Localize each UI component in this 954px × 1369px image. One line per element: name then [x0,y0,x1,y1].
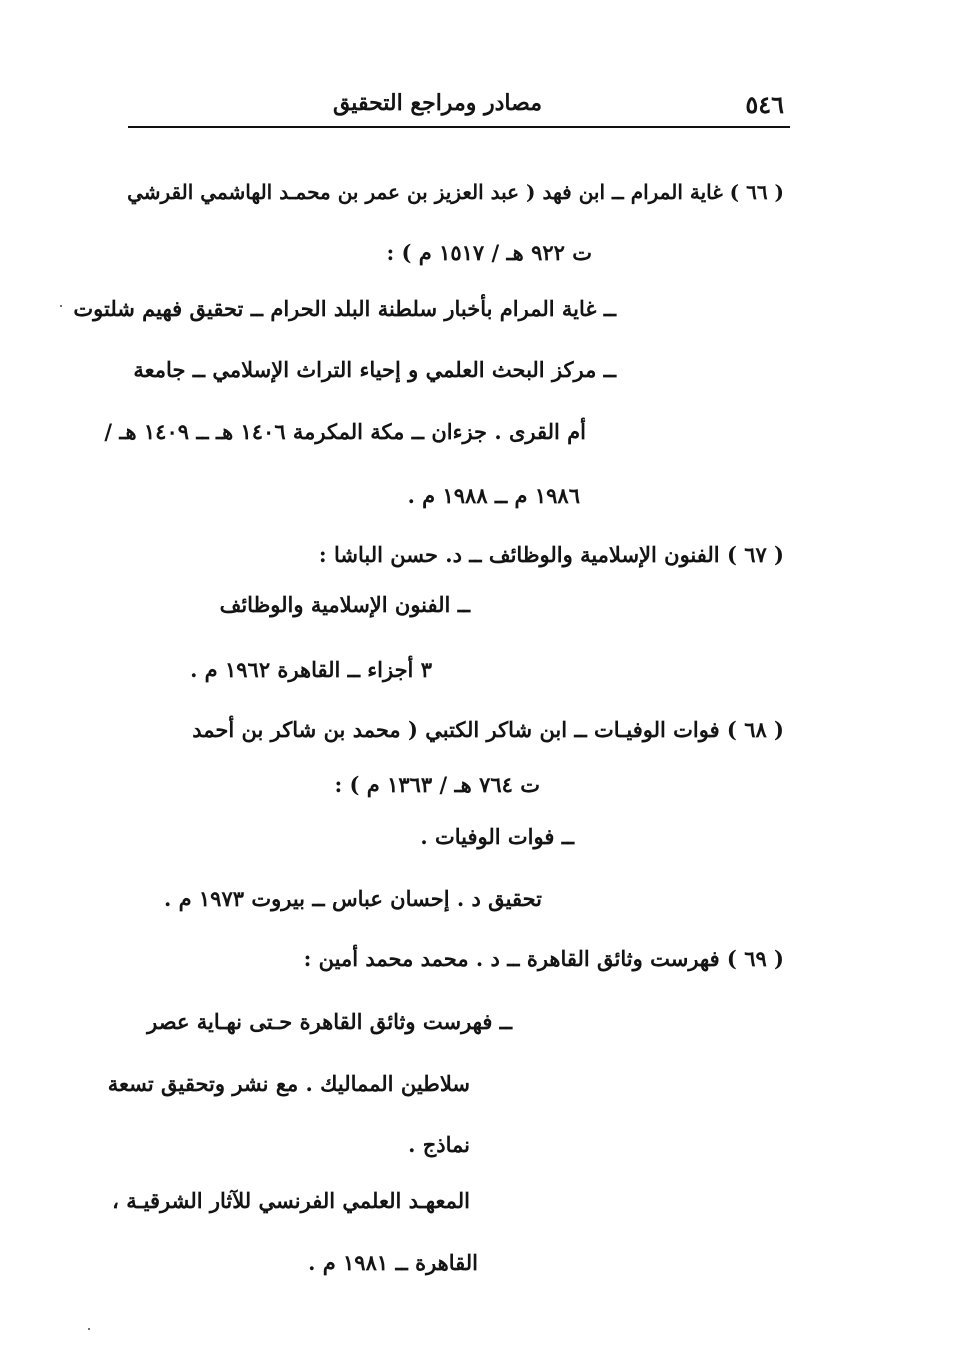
entry-66-publisher: ــ مركز البحث العلمي و إحياء التراث الإسلامي ــ جامعة [133,357,616,382]
entry-66-place: أم القرى . جزءان ــ مكة المكرمة ١٤٠٦ هـ ــ ١٤٠٩ هـ / [104,419,586,444]
entry-69-publisher: المعهـد العلمي الفرنسي للآثار الشرقيـة ، [112,1188,470,1213]
scan-speck [60,305,62,307]
entry-67-work-title: ــ الفنون الإسلامية والوظائف [219,592,470,617]
entry-68-dates: ت ٧٦٤ هـ / ١٣٦٣ م ) : [334,772,540,797]
entry-66-work-title: ــ غاية المرام بأخبار سلطنة البلد الحرام ــ تحقيق فهيم شلتوت [73,296,616,321]
entry-68-heading: ( ٦٨ ) فوات الوفيـات ــ ابن شاكر الكتبي ( محمد بن شاكر بن أحمد [192,717,784,742]
scan-speck [88,1328,90,1330]
entry-66-years: ١٩٨٦ م ــ ١٩٨٨ م . [407,483,580,508]
running-title: مصادر ومراجع التحقيق [332,90,542,116]
entry-69-work-title: ــ فهرست وثائق القاهرة حـتى نهـاية عصر [147,1009,512,1034]
entry-69-work-title-cont: سلاطين المماليك . مع نشر وتحقيق تسعة [107,1071,470,1096]
entry-69-imprint: القاهرة ــ ١٩٨١ م . [308,1250,478,1275]
entry-67-imprint: ٣ أجزاء ــ القاهرة ١٩٦٢ م . [190,657,432,682]
entry-68-imprint: تحقيق د . إحسان عباس ــ بيروت ١٩٧٣ م . [163,886,542,911]
entry-68-work-title: ــ فوات الوفيات . [420,824,574,849]
entry-66-heading: ( ٦٦ ) غاية المرام ــ ابن فهد ( عبد العزيز بن عمر بن محمـد الهاشمي القرشي [127,180,784,204]
entry-66-dates: ت ٩٢٢ هـ / ١٥١٧ م ) : [386,240,592,265]
entry-69-heading: ( ٦٩ ) فهرست وثائق القاهرة ــ د . محمد محمد أمين : [303,946,784,971]
entry-69-work-title-end: نماذج . [408,1132,470,1157]
page-number: ٥٤٦ [745,90,784,119]
header-rule [128,126,790,128]
entry-67-heading: ( ٦٧ ) الفنون الإسلامية والوظائف ــ د. حسن الباشا : [318,542,784,567]
